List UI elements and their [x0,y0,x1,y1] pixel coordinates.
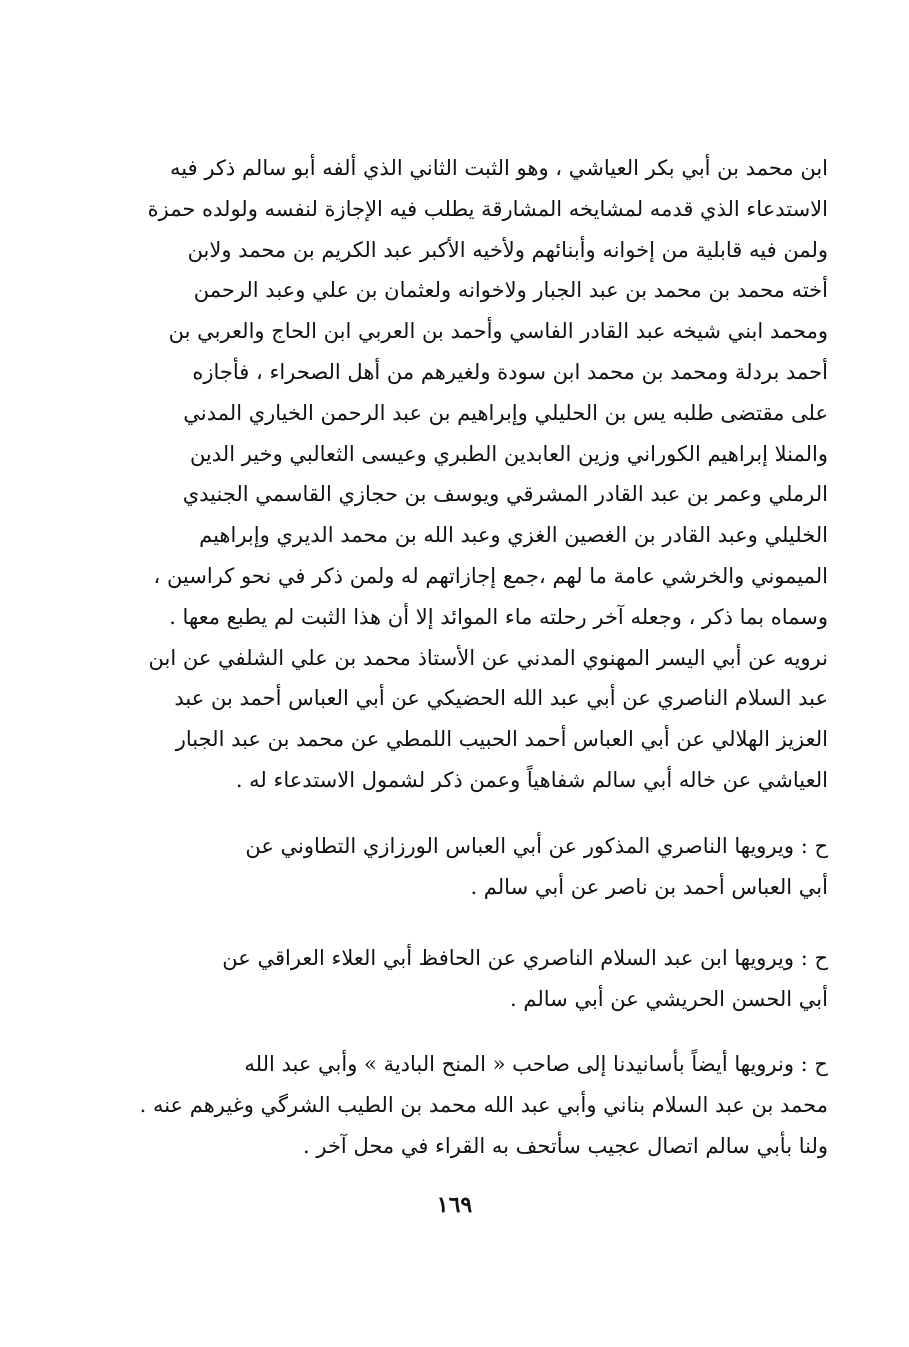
text-line: ولنا بأبي سالم اتصال عجيب سأتحف به القراء في محل آخر . [303,1133,828,1158]
text-line: العزيز الهلالي عن أبي العباس أحمد الحبيب اللمطي عن محمد بن عبد الجبار [175,727,828,752]
text-line: على مقتضى طلبه يس بن الحليلي وإبراهيم بن عبد الرحمن الخياري المدني [183,400,828,425]
paragraph-chain-2 [128,938,828,1020]
text-line: ومحمد ابني شيخه عبد القادر الفاسي وأحمد بن العربي ابن الحاج والعربي بن [168,319,828,344]
text-line: أبي العباس أحمد بن ناصر عن أبي سالم . [470,874,828,899]
page-number: ١٦٩ [436,1192,473,1218]
text-line: الخليلي وعبد القادر بن الغصين الغزي وعبد الله بن محمد الديري وإبراهيم [199,523,828,548]
text-line: العياشي عن خاله أبي سالم شفاهياً وعمن ذكر لشمول الاستدعاء له . [235,767,828,792]
text-line: ح : ويرويها ابن عبد السلام الناصري عن الحافظ أبي العلاء العراقي عن [222,946,828,970]
paragraph-chain-3 [128,1044,828,1166]
paragraph-chain-1 [128,826,828,908]
paragraph-main [128,148,828,801]
text-line: أحمد بردلة ومحمد بن محمد ابن سودة ولغيرهم من أهل الصحراء ، فأجازه [192,359,828,384]
text-line: أخته محمد بن محمد بن عبد الجبار ولاخوانه ولعثمان بن علي وعبد الرحمن [193,278,828,303]
text-line: أبي الحسن الحريشي عن أبي سالم . [510,986,828,1011]
text-line: نرويه عن أبي اليسر المهنوي المدني عن الأستاذ محمد بن علي الشلفي عن ابن [148,645,828,670]
text-line: عبد السلام الناصري عن أبي عبد الله الحضيكي عن أبي العباس أحمد بن عبد [174,686,828,711]
text-line: محمد بن عبد السلام بناني وأبي عبد الله محمد بن الطيب الشرگي وغيرهم عنه . [139,1092,828,1117]
text-line: ولمن فيه قابلية من إخوانه وأبنائهم ولأخيه الأكبر عبد الكريم بن محمد ولابن [187,237,828,262]
text-line: الميموني والخرشي عامة ما لهم ،جمع إجازاتهم له ولمن ذكر في نحو كراسين ، [153,563,828,588]
text-line: الرملي وعمر بن عبد القادر المشرقي ويوسف بن حجازي القاسمي الجنيدي [182,482,828,507]
text-line: الاستدعاء الذي قدمه لمشايخه المشارقة يطلب فيه الإجازة لنفسه ولولده حمزة [147,196,828,221]
text-line: ح : ويرويها الناصري المذكور عن أبي العباس الورزازي التطاوني عن [245,834,828,858]
text-line: وسماه بما ذكر ، وجعله آخر رحلته ماء الموائد إلا أن هذا الثبت لم يطبع معها . [169,604,828,629]
text-line: ابن محمد بن أبي بكر العياشي ، وهو الثبت الثاني الذي ألفه أبو سالم ذكر فيه [170,156,828,180]
text-line: والمنلا إبراهيم الكوراني وزين العابدين الطبري وعيسى الثعالبي وخير الدين [189,441,828,466]
text-line: ح : ونرويها أيضاً بأسانيدنا إلى صاحب « المنح البادية » وأبي عبد الله [244,1052,828,1076]
